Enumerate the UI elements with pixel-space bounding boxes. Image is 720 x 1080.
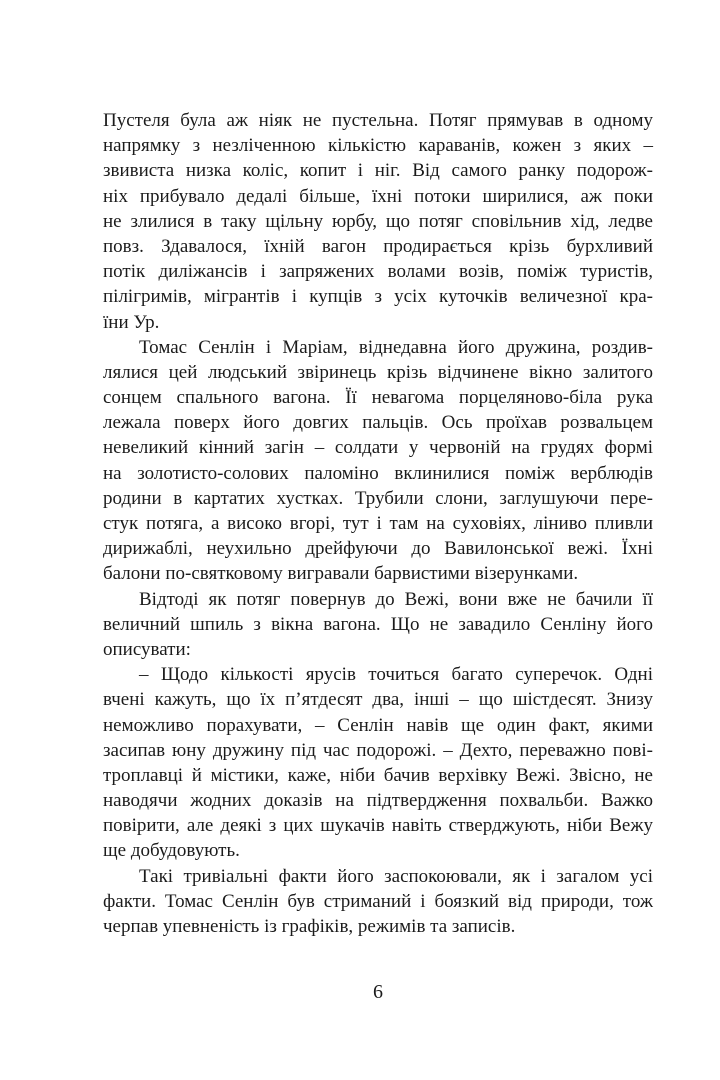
- text-line: балони по-святковому вигравали барвистими візерунками.: [103, 563, 579, 585]
- paragraph-1: [103, 108, 653, 335]
- text-line: Такі тривіальні факти його заспокоювали, як і загалом усі: [139, 865, 653, 887]
- text-line: описувати:: [103, 638, 191, 660]
- text-line: неможливо порахувати, – Сенлін навів ще один факт, якими: [103, 714, 653, 736]
- text-line: родини в картатих хустках. Трубили слони, заглушуючи пере-: [103, 487, 653, 509]
- text-line: невеликий кінний загін – солдати у червоній на грудях формі: [103, 437, 653, 459]
- text-line: потік диліжансів і запряжених волами возів, поміж туристів,: [103, 261, 653, 283]
- text-line: засипав юну дружину під час подорожі. – Дехто, переважно пові-: [103, 739, 653, 761]
- paragraph-2: [103, 335, 653, 587]
- text-line: величний шпиль з вікна вагона. Що не завадило Сенліну його: [103, 613, 653, 635]
- paragraph-5: [103, 864, 653, 940]
- text-line: повірити, але деякі з цих шукачів навіть стверджують, ніби Вежу: [103, 815, 653, 837]
- text-line: Відтоді як потяг повернув до Вежі, вони вже не бачили її: [139, 588, 653, 610]
- text-line: факти. Томас Сенлін був стриманий і боязкий від природи, тож: [103, 890, 653, 912]
- text-line: лежала поверх його довгих пальців. Ось проїхав розвальцем: [103, 412, 653, 434]
- text-line: Пустеля була аж ніяк не пустельна. Потяг прямував в одному: [103, 110, 653, 131]
- paragraph-3: [103, 587, 653, 663]
- text-line: наводячи жодних доказів на підтвердження похвальби. Важко: [103, 790, 653, 812]
- page-number: 6: [373, 981, 383, 1003]
- paragraph-4-dialogue: [103, 662, 653, 864]
- text-line: сонцем спального вагона. Її невагома порцеляново-біла рука: [103, 387, 653, 409]
- text-line: – Щодо кількості ярусів точиться багато суперечок. Одні: [139, 664, 653, 686]
- text-line: вчені кажуть, що їх п’ятдесят два, інші – що шістдесят. Знизу: [103, 689, 653, 711]
- text-line: дирижаблі, неухильно дрейфуючи до Вавилонської вежі. Їхні: [103, 538, 653, 560]
- text-line: троплавці й містики, каже, ніби бачив верхівку Вежі. Звісно, не: [103, 764, 653, 786]
- text-line: їни Ур.: [103, 311, 160, 333]
- text-line: черпав упевненість із графіків, режимів та записів.: [103, 916, 516, 937]
- text-line: повз. Здавалося, їхній вагон продирається крізь бурхливий: [103, 235, 653, 257]
- text-line: пілігримів, мігрантів і купців з усіх куточків величезної кра-: [103, 286, 653, 308]
- text-line: ніх прибувало дедалі більше, їхні потоки ширилися, аж поки: [103, 185, 653, 207]
- text-line: лялися цей людський звіринець крізь відчинене вікно залитого: [103, 361, 653, 383]
- text-line: ще добудовують.: [103, 840, 240, 862]
- text-line: напрямку з незліченною кількістю караванів, кожен з яких –: [103, 135, 653, 157]
- text-line: не злилися в таку щільну юрбу, що потяг сповільнив хід, ледве: [103, 210, 653, 232]
- page-text: [103, 108, 653, 939]
- text-line: Томас Сенлін і Маріам, віднедавна його дружина, роздив-: [139, 336, 653, 358]
- text-line: стук потяга, а високо вгорі, тут і там на суховіях, ліниво пливли: [103, 513, 653, 534]
- text-line: звивиста низка коліс, копит і ніг. Від самого ранку подорож-: [103, 160, 653, 182]
- text-line: на золотисто-солових паломіно вклинилися поміж верблюдів: [103, 462, 653, 484]
